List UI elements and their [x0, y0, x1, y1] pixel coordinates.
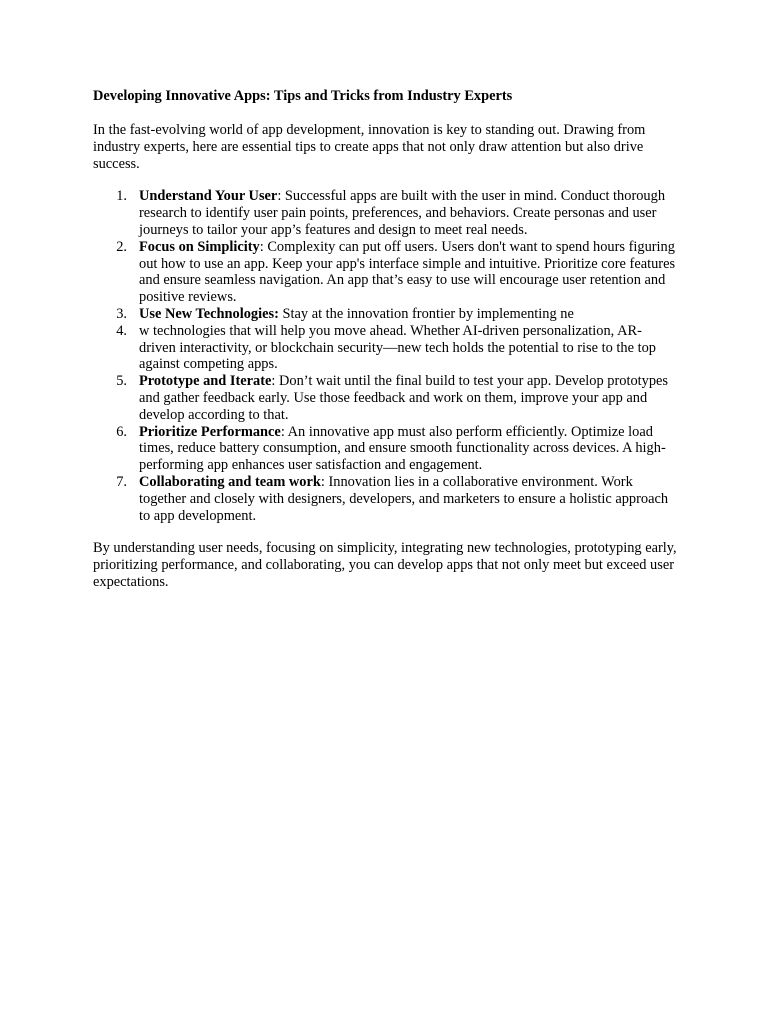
list-item-label: Focus on Simplicity	[139, 238, 260, 255]
list-item-label: Collaborating and team work	[139, 473, 321, 490]
list-item-label: Use New Technologies:	[139, 305, 279, 322]
list-item-label: Prototype and Iterate	[139, 373, 272, 390]
list-item	[93, 323, 678, 373]
tips-list	[93, 188, 678, 524]
list-item-label: Prioritize Performance	[139, 423, 281, 440]
list-item-text: : Don’t wait until the final build to test your app. Develop prototypes and gather feedback early. Use those feedback and work on them, improve your app and develop according to that.	[139, 373, 669, 423]
list-item-number: 6.	[116, 423, 127, 440]
list-item-text: : An innovative app must also perform efficiently. Optimize load times, reduce battery consumption, and ensure smooth functionality across devices. A high-performing app enhances user satisfaction and engagement.	[139, 423, 666, 474]
document-title: Developing Innovative Apps: Tips and Tricks from Industry Experts	[93, 88, 513, 104]
list-item	[93, 373, 678, 423]
list-item-number: 5.	[116, 373, 127, 390]
intro-paragraph: In the fast-evolving world of app development, innovation is key to standing out. Drawing from industry experts, here are essential tips to create apps that not only draw attention but also drive success.	[93, 122, 646, 172]
list-item-number: 3.	[116, 305, 127, 322]
list-item-label: Understand Your User	[139, 188, 278, 205]
conclusion-paragraph: By understanding user needs, focusing on simplicity, integrating new technologies, prototyping early, prioritizing performance, and collaborating, you can develop apps that not only meet but exceed user expectations.	[93, 540, 677, 590]
list-item	[93, 306, 678, 323]
list-item-number: 1.	[116, 188, 127, 205]
list-item-number: 7.	[116, 473, 127, 490]
list-item-number: 4.	[116, 322, 127, 339]
list-item-text: : Successful apps are built with the user in mind. Conduct thorough research to identify user pain points, preferences, and behaviors. Create personas and user journeys to tailor your app’s features and design to meet real needs.	[139, 188, 666, 238]
list-item-number: 2.	[116, 238, 127, 255]
list-item-text: : Innovation lies in a collaborative environment. Work together and closely with designers, developers, and marketers to ensure a holistic approach to app development.	[139, 473, 669, 524]
list-item	[93, 188, 678, 238]
list-item	[93, 474, 678, 524]
document-body	[93, 87, 678, 591]
list-item-text: w technologies that will help you move ahead. Whether AI-driven personalization, AR-driven interactivity, or blockchain security—new tech holds the potential to rise to the top against competing apps.	[139, 322, 656, 373]
list-item-text: Stay at the innovation frontier by implementing ne	[278, 305, 574, 322]
list-item	[93, 239, 678, 306]
list-item	[93, 424, 678, 474]
list-item-text: : Complexity can put off users. Users don't want to spend hours figuring out how to use an app. Keep your app's interface simple and intuitive. Prioritize core features and ensure seamless navigation. An app that’s easy to use will encourage user retention and positive reviews.	[139, 238, 676, 306]
